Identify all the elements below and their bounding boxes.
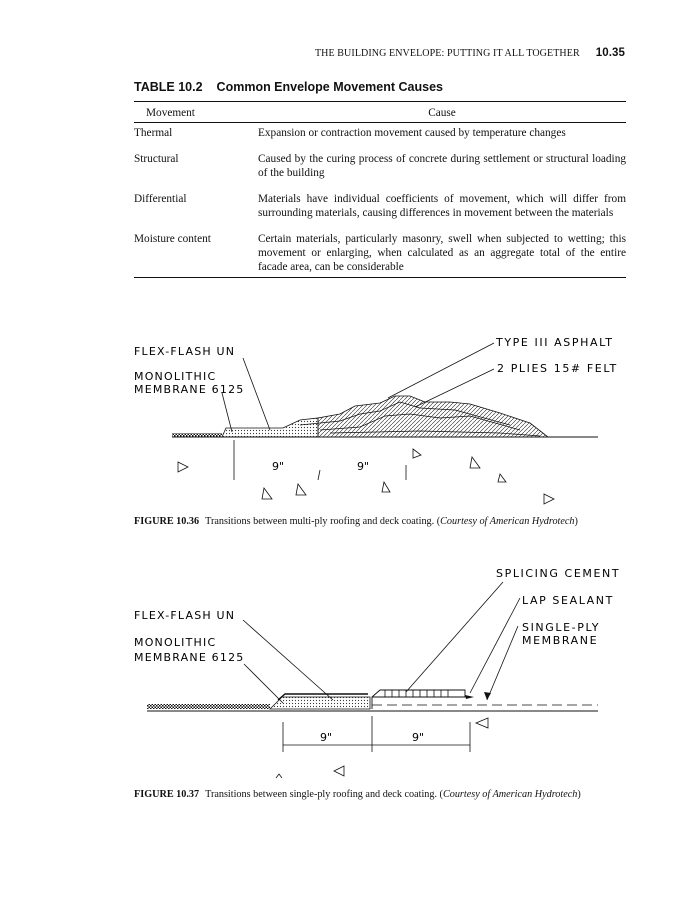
movement-cell: Differential bbox=[134, 193, 187, 205]
fig37-dimension-2: 9" bbox=[412, 731, 425, 744]
fig37-label-flex-flash: FLEX-FLASH UN bbox=[134, 609, 236, 622]
fig37-caption-credit: Courtesy of American Hydrotech bbox=[442, 789, 578, 800]
cause-cell: Materials have individual coefficients of movement, which will differ from surrounding materials, causing differences in movement between the materials bbox=[258, 193, 626, 219]
fig36-label-monolithic-2: MEMBRANE 6125 bbox=[134, 383, 245, 396]
fig36-caption-text: Transitions between multi-ply roofing and deck coating. ( bbox=[205, 516, 441, 527]
table-title-text: Common Envelope Movement Causes bbox=[216, 80, 443, 94]
fig37-label-monolithic-2: MEMBRANE 6125 bbox=[134, 651, 245, 664]
page-number: 10.35 bbox=[595, 47, 625, 59]
movement-cell: Thermal bbox=[134, 127, 173, 139]
fig37-dimension-1: 9" bbox=[320, 731, 333, 744]
cause-cell: Caused by the curing process of concrete during settlement or structural loading of the building bbox=[258, 153, 626, 179]
fig36-caption-credit: Courtesy of American Hydrotech bbox=[440, 516, 575, 527]
fig36-caption-label: FIGURE 10.36 bbox=[134, 516, 200, 527]
fig37-label-lap-sealant: LAP SEALANT bbox=[522, 594, 614, 607]
fig36-label-flex-flash: FLEX-FLASH UN bbox=[134, 345, 236, 358]
fig36-dimension-2: 9" bbox=[357, 460, 370, 473]
cause-cell: Expansion or contraction movement caused by temperature changes bbox=[258, 127, 566, 139]
fig37-label-splicing-cement: SPLICING CEMENT bbox=[496, 567, 621, 580]
table-label: TABLE 10.2 bbox=[134, 80, 203, 94]
fig37-label-single-ply-1: SINGLE-PLY bbox=[522, 621, 601, 634]
fig37-caption-end: ) bbox=[577, 789, 581, 800]
fig36-dimension-1: 9" bbox=[272, 460, 285, 473]
fig37-caption-text: Transitions between single-ply roofing and deck coating. ( bbox=[205, 789, 443, 800]
fig37-label-single-ply-2: MEMBRANE bbox=[522, 634, 599, 647]
movement-cell: Moisture content bbox=[134, 229, 258, 278]
movement-cell: Structural bbox=[134, 153, 179, 165]
fig36-label-asphalt: TYPE III ASPHALT bbox=[496, 336, 614, 349]
fig36-label-felt: 2 PLIES 15# FELT bbox=[497, 362, 618, 375]
running-title: THE BUILDING ENVELOPE: PUTTING IT ALL TOGETHER bbox=[314, 48, 580, 59]
fig36-label-monolithic-1: MONOLITHIC bbox=[134, 370, 217, 383]
column-header-cause: Cause bbox=[258, 102, 626, 123]
fig37-label-monolithic-1: MONOLITHIC bbox=[134, 636, 217, 649]
fig37-caption-label: FIGURE 10.37 bbox=[134, 789, 200, 800]
fig36-caption-end: ) bbox=[574, 516, 578, 527]
figure-10-37-caption bbox=[134, 789, 581, 800]
cause-cell: Certain materials, particularly masonry, swell when subjected to wetting; this movement or enlarging, when calculated as an aggregate total of the entire facade area, can be considerable bbox=[258, 229, 626, 278]
column-header-movement: Movement bbox=[134, 102, 258, 123]
